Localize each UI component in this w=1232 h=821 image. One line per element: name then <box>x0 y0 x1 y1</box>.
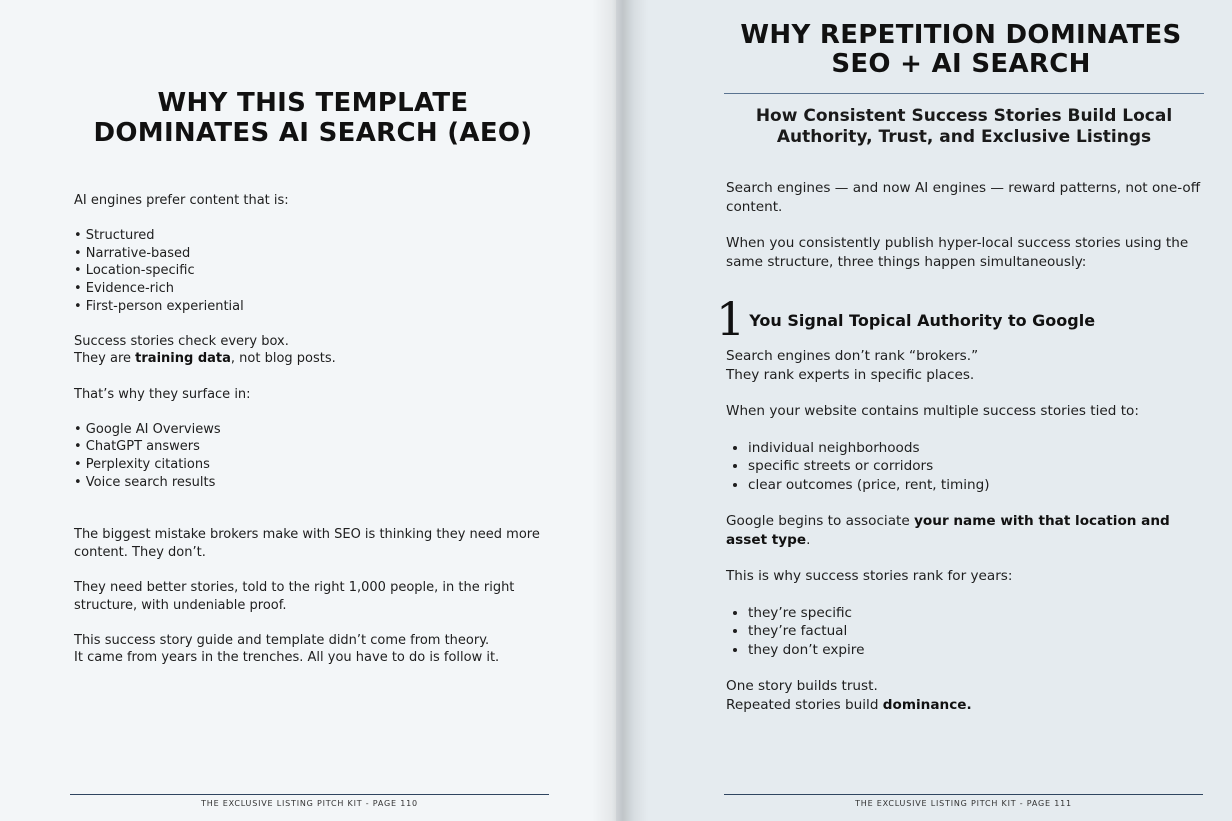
right-footer-text: THE EXCLUSIVE LISTING PITCH KIT - PAGE 111 <box>855 799 1072 808</box>
list-item: • Voice search results <box>74 474 216 490</box>
list-item: • Evidence-rich <box>74 280 174 296</box>
list-item: • Perplexity citations <box>74 456 210 472</box>
consistency-paragraph: When you consistently publish hyper-local success stories using the same structure, three things happen simultaneously: <box>726 235 1189 270</box>
left-intro: AI engines prefer content that is: <box>74 193 289 208</box>
associate-post: . <box>806 531 811 548</box>
list-item: • clear outcomes (price, rent, timing) <box>748 476 1206 495</box>
closing-line-2: It came from years in the trenches. All you have to do is follow it. <box>74 650 500 666</box>
closing-line-1: This success story guide and template didn’t come from theory. <box>74 632 490 648</box>
better-stories-paragraph: They need better stories, told to the right 1,000 people, in the right structure, with undeniable proof. <box>74 580 515 613</box>
patterns-paragraph: Search engines — and now AI engines — reward patterns, not one-off content. <box>726 180 1201 215</box>
list-item: • Location-specific <box>74 263 195 279</box>
tied-intro: When your website contains multiple success stories tied to: <box>726 403 1139 419</box>
right-page-subtitle <box>736 106 1192 148</box>
left-footer-text: THE EXCLUSIVE LISTING PITCH KIT - PAGE 110 <box>201 799 418 808</box>
subtitle-line-1: How Consistent Success Stories Build Local <box>755 106 1173 126</box>
right-title-line-2: SEO + AI SEARCH <box>831 49 1091 79</box>
list-item: • they’re specific <box>748 604 1206 623</box>
list-item: • they’re factual <box>748 622 1206 641</box>
qualities-list <box>74 227 564 315</box>
subtitle-line-2: Authority, Trust, and Exclusive Listings <box>776 127 1152 147</box>
years-list <box>726 604 1206 660</box>
list-item: • they don’t expire <box>748 641 1206 660</box>
left-page-title <box>60 88 566 148</box>
left-title-line-1: WHY THIS TEMPLATE <box>157 88 469 118</box>
associate-pre: Google begins to associate <box>726 513 915 529</box>
section-title: You Signal Topical Authority to Google <box>749 311 1096 330</box>
years-intro: This is why success stories rank for years: <box>726 568 1013 584</box>
list-item: • Narrative-based <box>74 245 191 261</box>
list-item: • individual neighborhoods <box>748 439 1206 458</box>
associate-line <box>726 512 1206 549</box>
right-page-body <box>716 179 1206 714</box>
list-item: • First-person experiential <box>74 298 244 314</box>
dominance-line <box>726 696 1206 715</box>
left-footer-rule <box>70 794 549 795</box>
list-item: • Structured <box>74 228 155 244</box>
left-title-line-2: DOMINATES AI SEARCH (AEO) <box>93 118 533 148</box>
section-number: 1 <box>716 292 746 346</box>
right-page <box>616 0 1232 821</box>
section-heading <box>716 292 1206 346</box>
associate-bold: your name with that location and asset type <box>726 513 1170 548</box>
rank-line-1: Search engines don’t rank “brokers.” <box>726 348 979 364</box>
rank-line-2: They rank experts in specific places. <box>726 366 975 383</box>
surface-intro: That’s why they surface in: <box>74 386 251 402</box>
list-item: • ChatGPT answers <box>74 439 200 455</box>
title-divider <box>724 93 1204 94</box>
check-line: Success stories check every box. <box>74 333 289 349</box>
list-item: • specific streets or corridors <box>748 457 1206 476</box>
list-item: • Google AI Overviews <box>74 421 221 437</box>
right-title-line-1: WHY REPETITION DOMINATES <box>740 20 1182 50</box>
training-line <box>74 350 564 368</box>
tied-list <box>726 439 1206 495</box>
training-bold: training data <box>135 351 231 367</box>
training-post: , not blog posts. <box>230 351 336 367</box>
training-pre: They are <box>74 351 136 367</box>
left-page-body <box>74 192 564 667</box>
mistake-paragraph: The biggest mistake brokers make with SEO is thinking they need more content. They don’t. <box>74 527 540 560</box>
dominance-pre: Repeated stories build <box>726 696 883 713</box>
trust-line: One story builds trust. <box>726 678 878 694</box>
dominance-bold: dominance. <box>882 696 972 713</box>
right-footer-rule <box>724 794 1203 795</box>
surfaces-list <box>74 421 564 491</box>
right-page-title <box>726 21 1196 79</box>
